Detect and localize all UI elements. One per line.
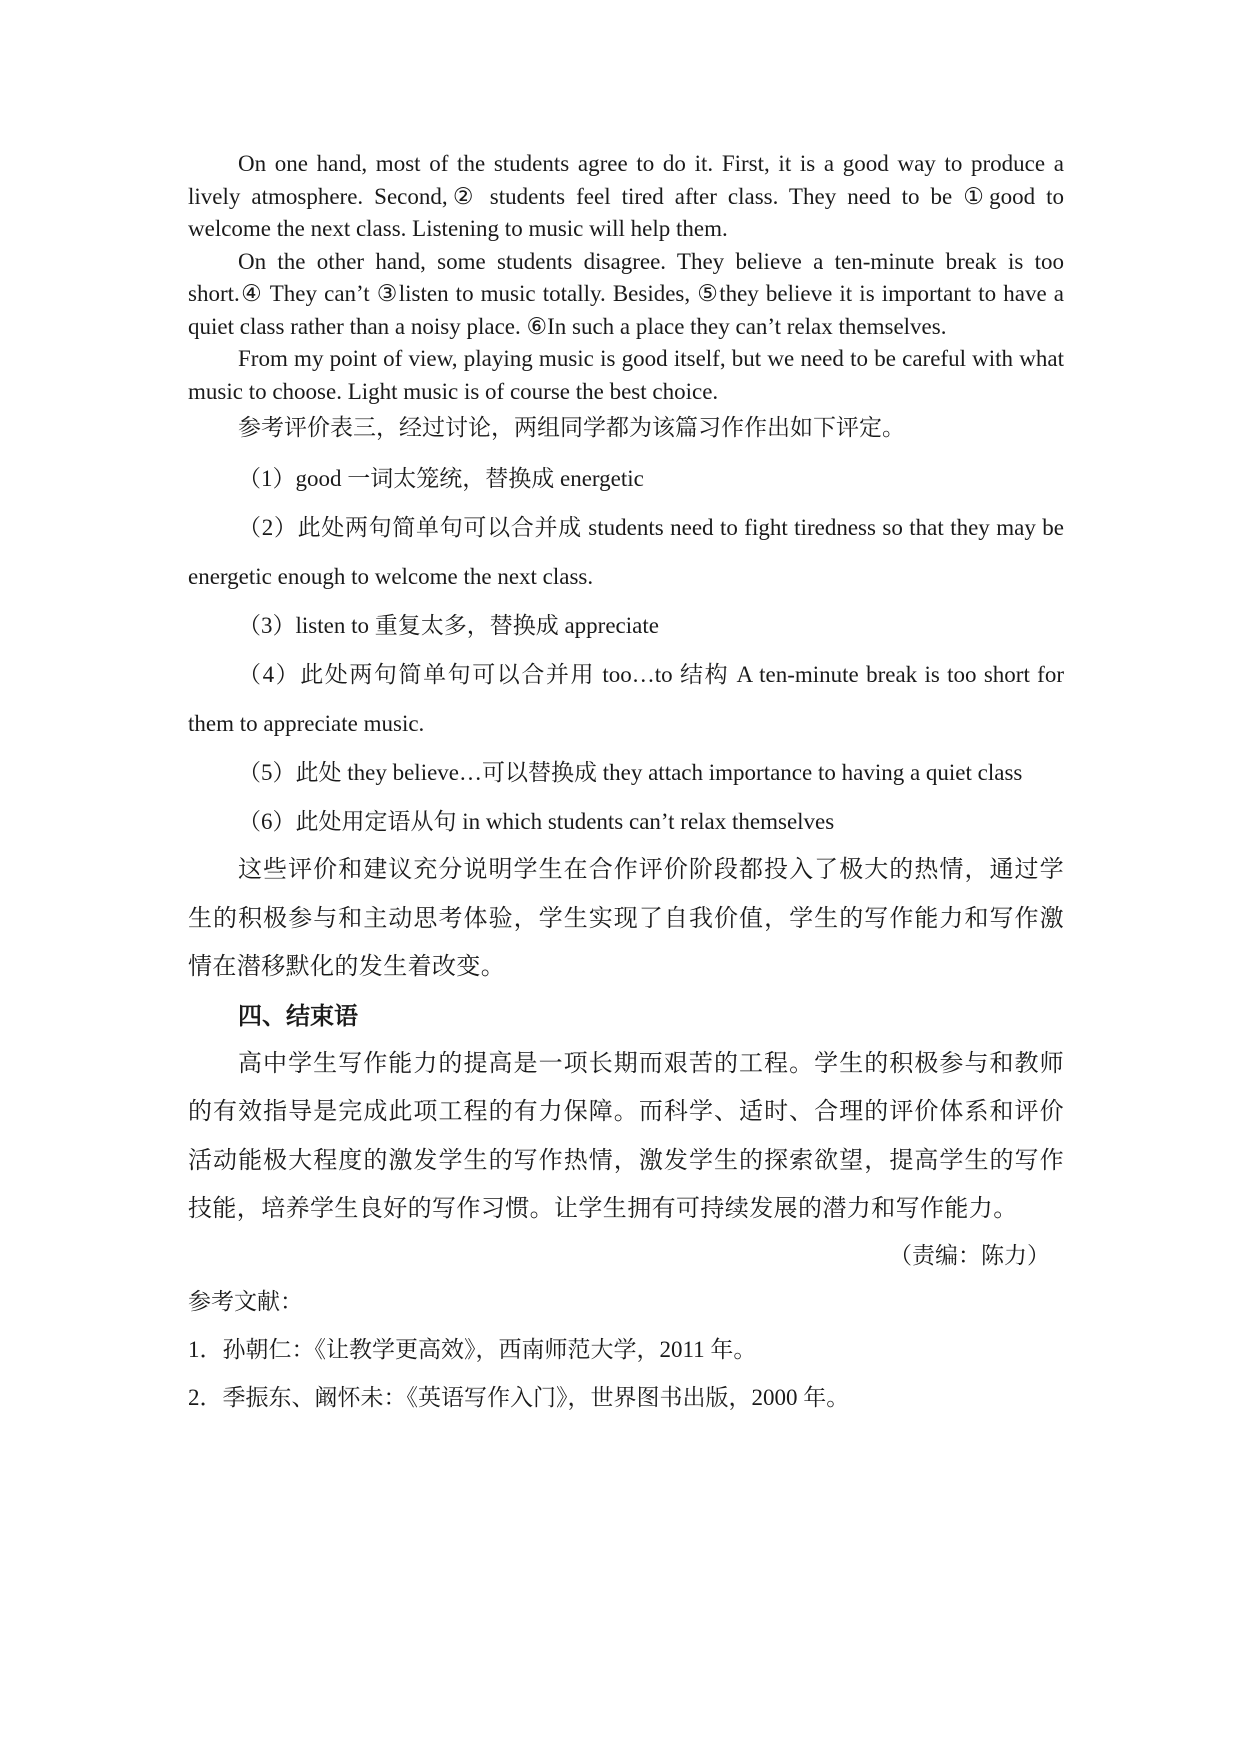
reference-item: 2．季振东、阚怀未：《英语写作入门》，世界图书出版，2000 年。: [188, 1384, 850, 1410]
references-title: 参考文献：: [188, 1288, 303, 1314]
section-heading: 四、结束语: [238, 1001, 358, 1030]
essay-paragraph: On one hand, most of the students agree to do it. First, it is a good way to produce a lively atmosphere. Second,② students feel tired after class. They need to be ①good to welcome the next class. Listening to music will help them.: [188, 151, 1064, 241]
evaluation-item: （2）此处两句简单句可以合并成 students need to fight tiredness so that they may be energetic enough to welcome the next class.: [188, 515, 1064, 589]
evaluation-item: （3）listen to 重复太多，替换成 appreciate: [238, 613, 659, 638]
evaluation-item: （5）此处 they believe…可以替换成 they attach importance to having a quiet class: [238, 760, 1023, 785]
reference-item: 1．孙朝仁：《让教学更高效》，西南师范大学，2011 年。: [188, 1336, 757, 1362]
essay-paragraph: From my point of view, playing music is good itself, but we need to be careful with what music to choose. Light music is of course the best choice.: [188, 346, 1064, 404]
editor-credit: （责编：陈力）: [889, 1242, 1050, 1268]
evaluation-item: （6）此处用定语从句 in which students can’t relax themselves: [238, 809, 835, 834]
evaluation-item: （1）good 一词太笼统，替换成 energetic: [238, 466, 644, 491]
document-page: [188, 148, 1064, 1422]
sample-essay: [188, 148, 1064, 408]
evaluation-intro: 参考评价表三，经过讨论，两组同学都为该篇习作作出如下评定。: [238, 415, 905, 440]
evaluation-summary: 这些评价和建议充分说明学生在合作评价阶段都投入了极大的热情，通过学生的积极参与和主动思考体验，学生实现了自我价值，学生的写作能力和写作激情在潜移默化的发生着改变。: [188, 857, 1064, 980]
conclusion-paragraph: 高中学生写作能力的提高是一项长期而艰苦的工程。学生的积极参与和教师的有效指导是完成此项工程的有力保障。而科学、适时、合理的评价体系和评价活动能极大程度的激发学生的写作热情，激发学生的探索欲望，提高学生的写作技能，培养学生良好的写作习惯。让学生拥有可持续发展的潜力和写作能力。: [188, 1050, 1064, 1222]
evaluation-item: （4）此处两句简单句可以合并用 too…to 结构 A ten-minute break is too short for them to appreciate music.: [188, 662, 1064, 736]
references: [188, 1278, 1064, 1422]
essay-paragraph: On the other hand, some students disagree. They believe a ten-minute break is too short.④ They can’t ③listen to music totally. Besides, ⑤they believe it is important to have a quiet class rather than a noisy place. ⑥In such a place they can’t relax themselves.: [188, 248, 1064, 339]
